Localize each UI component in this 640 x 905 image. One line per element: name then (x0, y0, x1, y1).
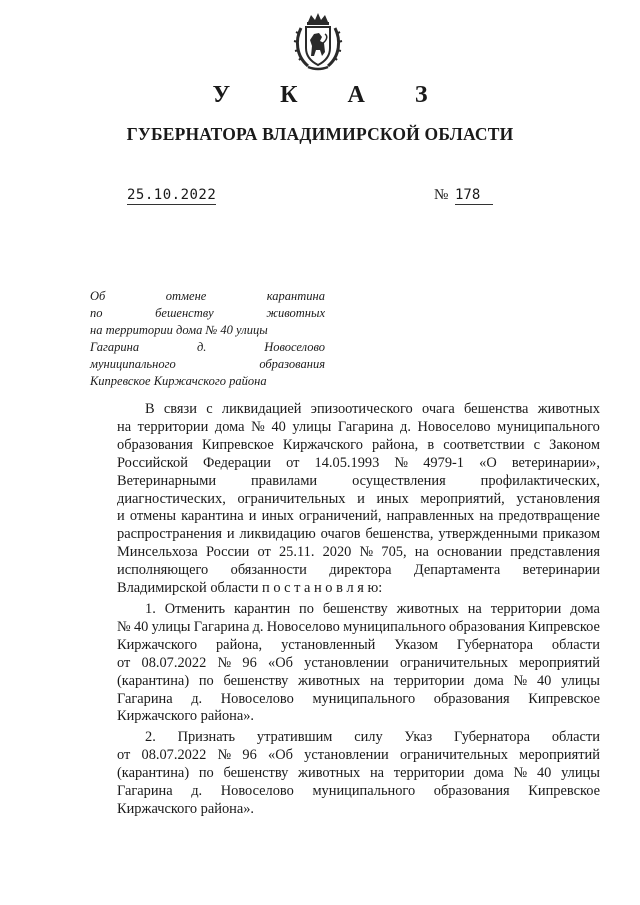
coat-of-arms-icon (292, 12, 344, 72)
decree-subject (90, 288, 325, 390)
subject-line (90, 339, 325, 356)
preamble-paragraph (117, 401, 600, 598)
item2-line: 2. Признать утратившим силу Указ Губернатора области (145, 729, 600, 746)
item1-line: от 08.07.2022 № 96 «Об установлении ограничительных мероприятий (117, 654, 600, 671)
subject-word: карантина (266, 289, 325, 303)
subject-word: муниципального (90, 357, 176, 371)
preamble-line: исполняющего обязанности директора Департамента ветеринарии (117, 562, 600, 579)
subject-word: Об (90, 289, 106, 303)
subject-word: животных (266, 306, 325, 320)
item1-line: Гагарина д. Новоселово муниципального образования Кипревское (117, 690, 600, 707)
item-1-paragraph (117, 601, 600, 726)
preamble-line: Ветеринарными правилами осуществления профилактических, (117, 472, 600, 489)
subject-word: Гагарина (90, 340, 140, 354)
subject-line (90, 288, 325, 305)
preamble-line: Минсельхоза России от 25.11. 2020 № 705, на основании представления (117, 544, 600, 561)
item1-line: № 40 улицы Гагарина д. Новоселово муниципального образования Кипревское (117, 618, 600, 635)
item1-line: (карантина) по бешенству животных на территории дома № 40 улицы (117, 672, 600, 689)
item2-line: Киржачского района». (117, 800, 255, 817)
document-title: У К А З (212, 82, 450, 108)
subject-word: отмене (165, 289, 207, 303)
preamble-line: Российской Федерации от 14.05.1993 № 4979-1 «О ветеринарии», (117, 454, 600, 471)
subject-word: Новоселово (264, 340, 325, 354)
item2-line: от 08.07.2022 № 96 «Об установлении ограничительных мероприятий (117, 747, 600, 764)
item1-line: Киржачского района». (117, 708, 255, 725)
preamble-line: на территории дома № 40 улицы Гагарина д. Новоселово муниципального (117, 418, 600, 435)
preamble-line: и отмены карантина и иных ограничений, направленных на предотвращение (117, 508, 600, 525)
subject-word: д. (196, 340, 207, 354)
subject-word: по (90, 306, 103, 320)
subject-line (90, 305, 325, 322)
preamble-line: распространения и ликвидацию очагов бешенства, утвержденными приказом (117, 526, 600, 543)
subject-word: на территории дома № 40 улицы (90, 323, 268, 337)
subject-word: Кипревское Киржачского района (90, 374, 267, 388)
subject-line (90, 322, 325, 339)
subject-line (90, 373, 325, 390)
item1-line: 1. Отменить карантин по бешенству животных на территории дома (145, 600, 600, 617)
subject-word: бешенству (155, 306, 214, 320)
decree-body (117, 401, 600, 822)
item1-line: Киржачского района, установленный Указом Губернатора области (117, 636, 600, 653)
preamble-line: В связи с ликвидацией эпизоотического очага бешенства животных (145, 401, 600, 417)
issuer-title: ГУБЕРНАТОРА ВЛАДИМИРСКОЙ ОБЛАСТИ (126, 124, 514, 144)
preamble-line: образования Кипревское Киржачского района, в соответствии с Законом (117, 436, 600, 453)
preamble-line: Владимирской области п о с т а н о в л я ю: (117, 580, 383, 597)
item2-line: Гагарина д. Новоселово муниципального образования Кипревское (117, 783, 600, 800)
decree-number: 178 (455, 187, 493, 205)
subject-word: образования (259, 357, 325, 371)
item-2-paragraph (117, 729, 600, 819)
number-label: № (434, 187, 449, 203)
item2-line: (карантина) по бешенству животных на территории дома № 40 улицы (117, 765, 600, 782)
preamble-line: диагностических, ограничительных и иных мероприятий, установления (117, 490, 600, 507)
subject-line (90, 356, 325, 373)
decree-date: 25.10.2022 (127, 187, 217, 203)
